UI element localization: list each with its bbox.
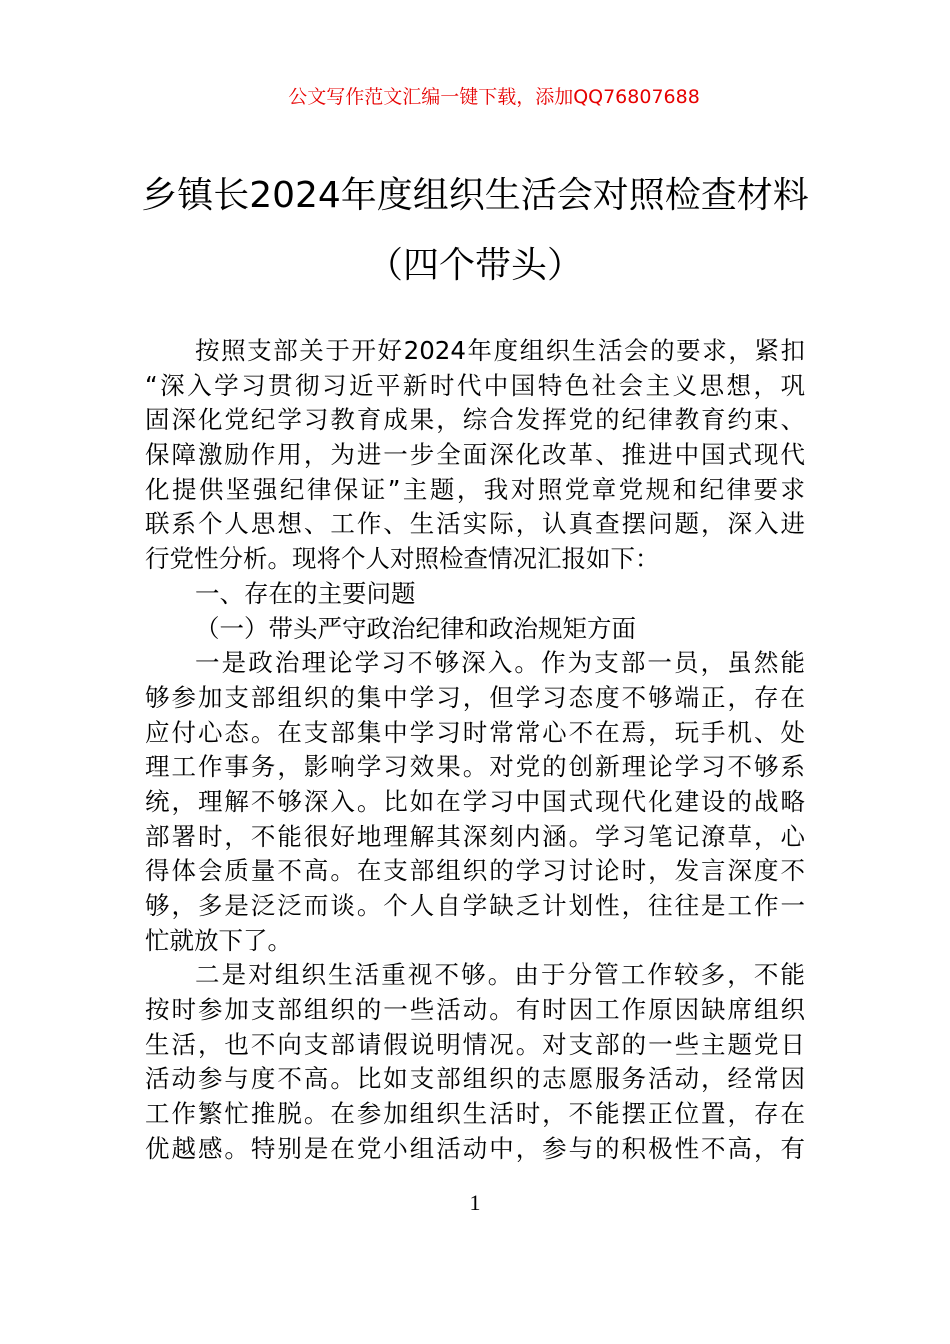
text-line: 二是对组织生活重视不够。由于分管工作较多，不能 (195, 960, 805, 990)
text-line: 化提供坚强纪律保证”主题，我对照党章党规和纪律要求 (145, 474, 805, 504)
text-line: （一）带头严守政治纪律和政治规矩方面 (195, 613, 636, 643)
text-line: 联系个人思想、工作、生活实际，认真查摆问题，深入进 (145, 509, 805, 539)
text-line: 部署时，不能很好地理解其深刻内涵。学习笔记潦草，心 (145, 821, 805, 851)
text-line: 一是政治理论学习不够深入。作为支部一员，虽然能 (195, 648, 805, 678)
paragraph (145, 334, 805, 577)
text-line: 一、存在的主要问题 (195, 578, 416, 608)
text-line: “深入学习贯彻习近平新时代中国特色社会主义思想，巩 (145, 370, 805, 400)
text-line: 应付心态。在支部集中学习时常常心不在焉，玩手机、处 (145, 717, 805, 747)
text-line: 忙就放下了。 (145, 925, 292, 955)
text-line: 固深化党纪学习教育成果，综合发挥党的纪律教育约束、 (145, 405, 805, 435)
text-line: 行党性分析。现将个人对照检查情况汇报如下： (145, 544, 660, 574)
text-line: 按时参加支部组织的一些活动。有时因工作原因缺席组织 (145, 995, 805, 1025)
text-line: 得体会质量不高。在支部组织的学习讨论时，发言深度不 (145, 856, 805, 886)
text-line: 优越感。特别是在党小组活动中，参与的积极性不高，有 (145, 1133, 805, 1163)
text-line: 工作繁忙推脱。在参加组织生活时，不能摆正位置，存在 (145, 1099, 805, 1129)
text-line: 够参加支部组织的集中学习，但学习态度不够端正，存在 (145, 682, 805, 712)
page-number: 1 (469, 1190, 481, 1215)
section-heading (145, 612, 805, 647)
document-title: 乡镇长2024年度组织生活会对照检查材料 (141, 175, 809, 216)
text-line: 够，多是泛泛而谈。个人自学缺乏计划性，往往是工作一 (145, 891, 805, 920)
text-line: 理工作事务，影响学习效果。对党的创新理论学习不够系 (145, 752, 805, 782)
watermark-header-note: 公文写作范文汇编一键下载，添加QQ76807688 (288, 86, 700, 108)
paragraph (145, 646, 805, 958)
text-line: 统，理解不够深入。比如在学习中国式现代化建设的战略 (145, 786, 805, 816)
document-subtitle: （四个带头） (366, 245, 583, 286)
document-body (145, 334, 805, 1167)
text-line: 活动参与度不高。比如支部组织的志愿服务活动，经常因 (145, 1064, 805, 1094)
text-line: 保障激励作用，为进一步全面深化改革、推进中国式现代 (145, 440, 805, 470)
text-line: 生活，也不向支部请假说明情况。对支部的一些主题党日 (145, 1029, 805, 1059)
section-heading (145, 577, 805, 612)
text-line: 按照支部关于开好2024年度组织生活会的要求，紧扣 (195, 336, 805, 365)
paragraph (145, 958, 805, 1166)
